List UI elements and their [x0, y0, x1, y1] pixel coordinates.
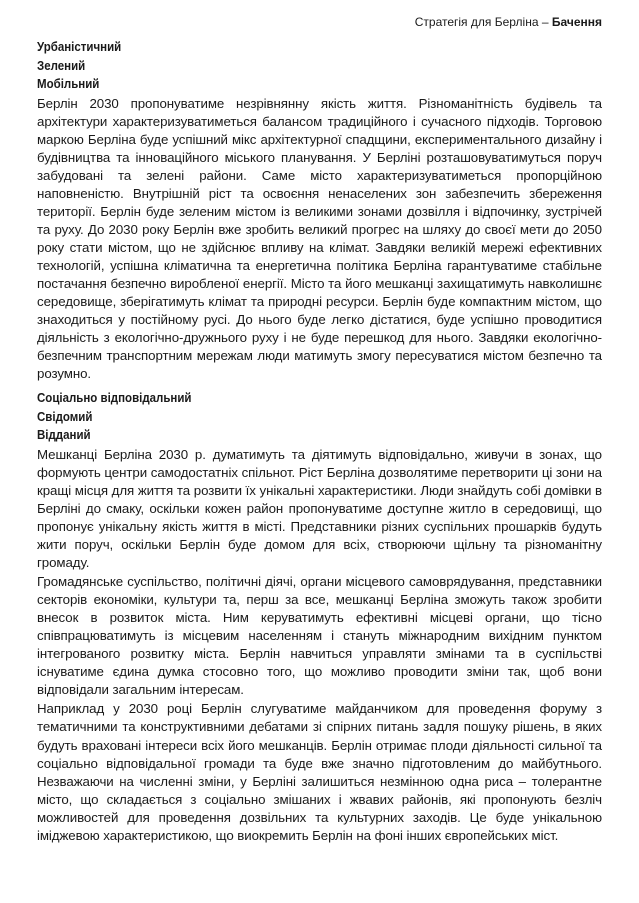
section-heading: Відданий — [37, 428, 91, 443]
body-paragraph: Наприклад у 2030 році Берлін слугуватиме майданчиком для проведення форуму з тематичними та конструктивними дебатами зі спірних питань задля пошуку рішень, в яких будуть враховані інтереси всіх його мешканців. Берлін отримає плоди діяльності сильної та соціально відповідальної громади та буде вже значно підготовленим до майбутнього. Незважаючи на численні зміни, у Берліні залишиться незмінною одна риса – толерантне місто, що складається з соціально змішаних і жвавих районів, які пропонують безліч можливостей для проведення дозвільних та культурних заходів. Це буде унікальною іміджевою характеристикою, що виокремить Берлін на фоні інших європейських міст. — [37, 701, 602, 843]
section-urban — [37, 38, 602, 383]
document-page — [37, 14, 602, 845]
running-header-prefix: Стратегія для Берліна – — [414, 15, 552, 29]
section-heading: Свідомий — [37, 409, 93, 424]
body-paragraph: Берлін 2030 пропонуватиме незрівнянну якість життя. Різноманітність будівель та архітектури характеризуватиметься балансом традиційного і сучасного підходів. Торговою маркою Берліна буде успішний мікс архітектурної спадщини, експериментального дизайну і будівництва та інноваційного міського планування. У Берліні розташовуватимуться поруч забудовані та зелені райони. Саме місто характеризуватиметься пропорційною наповненістю. Внутрішній ріст та освоєння ненаселених зон забезпечить збереження території. Берлін буде зеленим містом із великими зонами дозвілля і відпочинку, зустрічей та руху. До 2030 року Берлін вже зробить великий прогрес на шляху до своєї мети до 2050 року стати містом, що не здійснює впливу на клімат. Завдяки великій мережі ефективних технологій, успішна кліматична та енергетична політика Берліна гарантуватиме стабільне постачання безпечно виробленої енергії. Місто та його мешканці захищатимуть навколишнє середовище, зберігатимуть клімат та природні ресурси. Берлін буде компактним містом, що знаходиться у постійному русі. До нього буде легко дістатися, буде успішно проводитися діяльність з екологічно-дружнього руху і не буде перешкод для нього. Завдяки екологічно-безпечним транспортним мережам люди матимуть змогу пересуватися містом безпечно та розумно. — [37, 95, 602, 382]
running-header-title: Бачення — [551, 15, 602, 29]
running-header — [37, 14, 602, 30]
section-heading: Зелений — [37, 58, 86, 73]
section-social — [37, 389, 602, 845]
body-paragraph: Громадянське суспільство, політичні діячі, органи місцевого самоврядування, представники секторів економіки, культури та, перш за все, мешканці Берліна зможуть також зробити внесок в розвиток міста. Ним керуватимуть ефективні місцеві органи, що тісно співпрацюватимуть із місцевим населенням і стануть міжнародним вихідним пунктом інтегрованого розвитку міста. Берлін навчиться управляти змінами та в суспільстві існуватиме єдина думка стосовно того, що можливо проводити зміни так, щоб вони відповідали загальним інтересам. — [37, 574, 602, 698]
section-heading: Мобільний — [37, 77, 100, 91]
section-heading: Соціально відповідальний — [37, 391, 192, 406]
section-heading: Урбаністичний — [37, 40, 122, 54]
body-paragraph: Мешканці Берліна 2030 р. думатимуть та діятимуть відповідально, живучи в зонах, що формують центри самодостатніх спільнот. Ріст Берліна дозволятиме перетворити ці зони на кращі місця для життя та розвити їх унікальні характеристики. Люди знайдуть собі домівки в Берліні до смаку, оскільки кожен район пропонуватиме доступне житло в середовищі, що пропонує унікальну якість життя в місті. Представники різних суспільних прошарків будуть жити поруч, оскільки Берлін буде домом для всіх, створюючи щільну та різноманітну громаду. — [37, 446, 602, 571]
